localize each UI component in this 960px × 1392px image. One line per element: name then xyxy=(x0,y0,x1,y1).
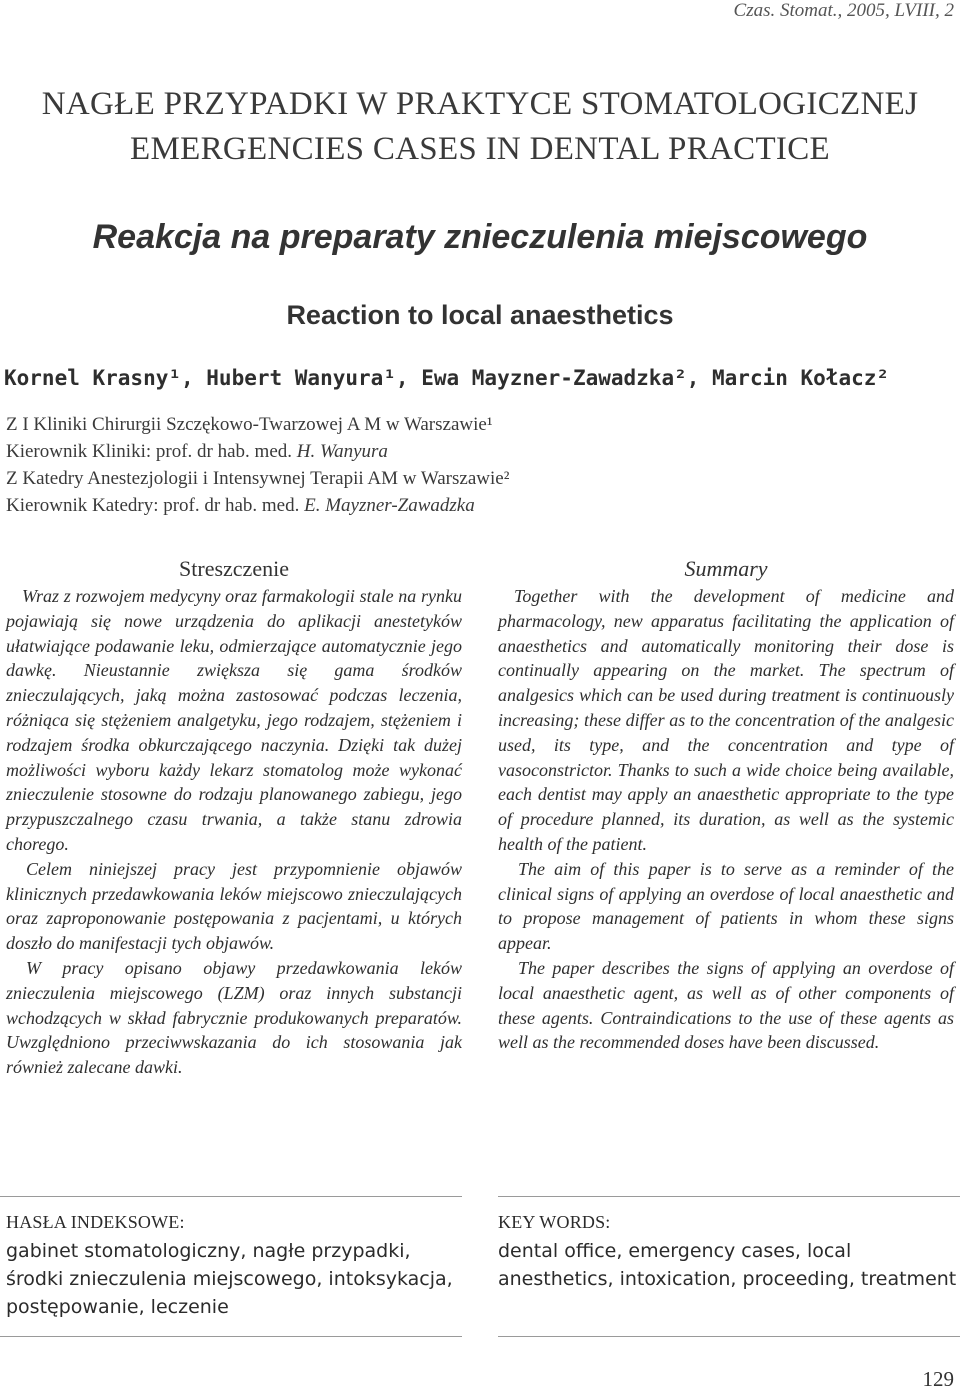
divider xyxy=(498,1336,960,1337)
affiliations xyxy=(6,411,946,519)
affiliation-line: Kierownik Katedry: prof. dr hab. med. E. Mayzner-Zawadzka xyxy=(6,495,475,516)
summary-paragraph: The paper describes the signs of applying an overdose of local anaesthetic agent, as well as of other components of these agents. Contraindications to the use of these agents as well as the recommended doses have been discussed. xyxy=(498,957,954,1053)
abstract-english xyxy=(498,556,954,1055)
author-list: Kornel Krasny¹, Hubert Wanyura¹, Ewa Mayzner-Zawadzka², Marcin Kołacz² xyxy=(4,366,890,390)
keywords-heading: KEY WORDS: xyxy=(498,1212,611,1232)
affiliation-line: Z Katedry Anestezjologii i Intensywnej Terapii AM w Warszawie² xyxy=(6,468,510,489)
keywords-text: dental office, emergency cases, local anesthetics, intoxication, proceeding, treatment xyxy=(498,1240,957,1290)
head-name: E. Mayzner-Zawadzka xyxy=(304,495,475,516)
abstract-paragraph: Celem niniejszej pracy jest przypomnienie objawów klinicznych przedawkowania leków miejscowo znieczulających oraz zaproponowanie postępowania z pacjentami, u których doszło do manifestacji tych objawów. xyxy=(6,858,462,954)
abstract-paragraph: Wraz z rozwojem medycyny oraz farmakologii stale na rynku pojawiają się nowe urządzenia do aplikacji anestetyków ułatwiające podawanie leku, odmierzające automatycznie jego dawkę. Nieustannie zwiększa się gama środków znieczulających, jaką można zastosować podczas leczenia, różniąca się stężeniem analgetyku, jego rodzajem, stężeniem i rodzajem środka obkurczającego naczynia. Dzięki tak dużej możliwości wyboru każdy lekarz stomatolog może wykonać znieczulenie stosowne do rodzaju planowanego zabiegu, jego przypuszczalnego czasu trwania, a także stanu zdrowia chorego. xyxy=(6,586,462,854)
keywords-heading: HASŁA INDEKSOWE: xyxy=(6,1212,185,1232)
head-name: H. Wanyura xyxy=(296,441,388,462)
article-title: Reakcja na preparaty znieczulenia miejscowego xyxy=(92,218,868,256)
page-number: 129 xyxy=(922,1367,954,1391)
article-subtitle: Reaction to local anaesthetics xyxy=(286,300,674,330)
abstract-polish xyxy=(6,556,462,1080)
summary-paragraph: Together with the development of medicine and pharmacology, new apparatus facilitating the application of anaesthetics and automatically monitoring their dose is continually appearing on the market. The spectrum of analgesics which can be used during treatment is continuously increasing; these differ as to the concentration of the analgesic used, its type, and the concentration and type of vasoconstrictor. Thanks to such a wide choice being available, each dentist may apply an anaesthetic appropriate to the type of procedure planned, its duration, as well as the systemic health of the patient. xyxy=(498,586,954,854)
affiliation-line: Kierownik Kliniki: prof. dr hab. med. H. Wanyura xyxy=(6,441,388,462)
divider xyxy=(498,1196,960,1197)
summary-heading: Summary xyxy=(684,556,768,581)
divider xyxy=(0,1196,462,1197)
section-title-english: EMERGENCIES CASES IN DENTAL PRACTICE xyxy=(130,131,830,167)
divider xyxy=(0,1336,462,1337)
keywords-polish xyxy=(6,1212,466,1321)
affiliation-line: Z I Kliniki Chirurgii Szczękowo-Twarzowej A M w Warszawie¹ xyxy=(6,414,493,435)
abstract-heading: Streszczenie xyxy=(179,556,289,581)
abstract-paragraph: W pracy opisano objawy przedawkowania leków znieczulenia miejscowego (LZM) oraz innych substancji wchodzących w skład fabrycznie produkowanych preparatów. Uwzględniono przeciwwskazania do ich stosowania jak również zalecane dawki. xyxy=(6,957,462,1078)
journal-reference: Czas. Stomat., 2005, LVIII, 2 xyxy=(733,0,954,21)
section-title-polish: NAGŁE PRZYPADKI W PRAKTYCE STOMATOLOGICZNEJ xyxy=(41,86,919,122)
summary-paragraph: The aim of this paper is to serve as a reminder of the clinical signs of applying an overdose of local anaesthetic and to propose management of patients in whom these signs appear. xyxy=(498,858,954,954)
keywords-text: gabinet stomatologiczny, nagłe przypadki, środki znieczulenia miejscowego, intoksykacja, postępowanie, leczenie xyxy=(6,1240,453,1318)
keywords-english xyxy=(498,1212,958,1293)
